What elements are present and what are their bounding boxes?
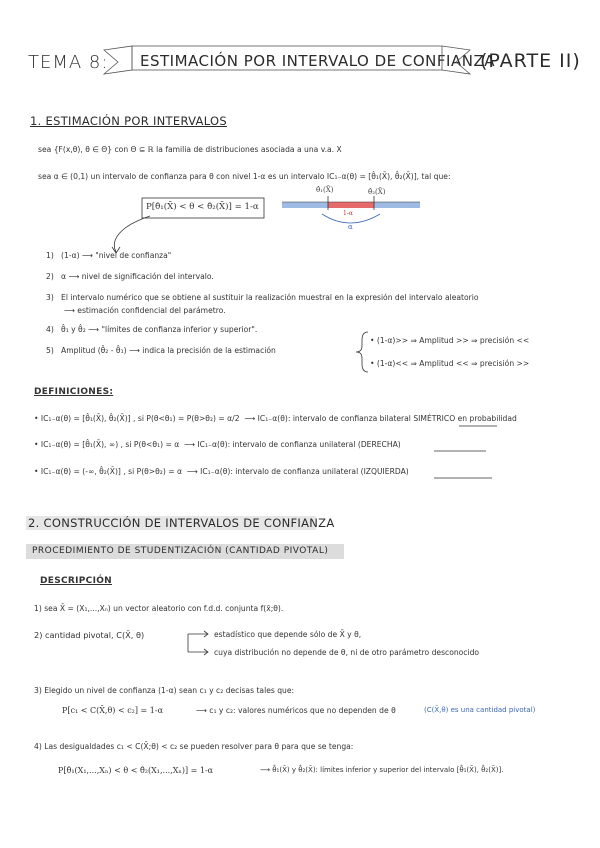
definition-line: sea α ∈ (0,1) un intervalo de confianza para θ con nivel 1-α es un intervalo IC₁₋α(θ) = [θ̂₁(X̄), θ̂₂(X̄)], tal que:: [38, 172, 451, 181]
definition-row-1: • IC₁₋α(θ) = [θ̂₁(X̄), θ̂₂(X̄)] , si P(θ<θ₁) = P(θ>θ₂) = α/2 ⟶ IC₁₋α(θ): intervalo de confianza bilateral SIMÉTRICO en probabilidad: [34, 414, 517, 423]
diagram-label-right: θ̂₂(X̄): [368, 188, 386, 196]
step-3-intro: 3) Elegido un nivel de confianza (1-α) sean c₁ y c₂ decisas tales que:: [34, 686, 295, 695]
definition-row-2: • IC₁₋α(θ) = [θ̂₁(X̄), ∞) , si P(θ<θ₁) = α ⟶ IC₁₋α(θ): intervalo de confianza unilateral (DERECHA): [34, 440, 401, 449]
step-2-right-2: cuya distribución no depende de θ, ni de otro parámetro desconocido: [214, 648, 480, 657]
item-1: 1) (1-α) ⟶ "nivel de confianza": [46, 251, 172, 260]
item-3-cont: ⟶ estimación confidencial del parámetro.: [64, 306, 226, 315]
item-5: 5) Amplitud (θ̂₂ - θ̂₁) ⟶ indica la precisión de la estimación: [46, 346, 276, 355]
title-box: [132, 46, 442, 70]
step-3-formula: P[c₁ < C(X̄,θ) < c₂] = 1-α: [62, 706, 163, 715]
amplitud-line-1: • (1-α)>> ⇒ Amplitud >> ⇒ precisión <<: [370, 336, 530, 345]
page-title-part: (PARTE II): [480, 50, 581, 72]
section2-heading: 2. CONSTRUCCIÓN DE INTERVALOS DE CONFIANZA: [28, 516, 335, 530]
step-2-right-1: estadístico que depende sólo de X̄ y θ,: [214, 630, 362, 639]
page-title-tema: TEMA 8:: [28, 52, 109, 73]
item-4: 4) θ̂₁ y θ̂₂ ⟶ "límites de confianza inferior y superior".: [46, 325, 258, 334]
step-4-intro: 4) Las desigualdades c₁ < C(X̄;θ) < c₂ se pueden resolver para θ para que se tenga:: [34, 742, 354, 751]
diagram-label-left: θ̂₁(X̄): [316, 186, 334, 194]
item-2: 2) α ⟶ nivel de significación del intervalo.: [46, 272, 214, 281]
title-ribbon-right: [442, 46, 470, 74]
procedure-heading: PROCEDIMIENTO DE STUDENTIZACIÓN (CANTIDAD PIVOTAL): [32, 546, 329, 556]
page-title: ESTIMACIÓN POR INTERVALO DE CONFIANZA: [140, 52, 495, 70]
title-ribbon: [104, 46, 132, 74]
step-3-note: (C(X̄,θ) es una cantidad pivotal): [424, 706, 536, 714]
item-3: 3) El intervalo numérico que se obtiene al sustituir la realización muestral en la expresión del intervalo aleatorio: [46, 293, 479, 302]
section1-heading: 1. ESTIMACIÓN POR INTERVALOS: [30, 114, 227, 128]
step-4-formula: P[θ̂₁(X₁,...,Xₙ) < θ < θ̂₂(X₁,...,Xₙ)] = 1-α: [58, 766, 214, 775]
definition-row-3: • IC₁₋α(θ) = (-∞, θ̂₂(X̄)] , si P(θ>θ₂) = α ⟶ IC₁₋α(θ): intervalo de confianza unilateral (IZQUIERDA): [34, 467, 409, 476]
diagram-label-mid: 1-α: [343, 210, 353, 217]
curved-arrow: [114, 216, 150, 252]
probability-formula: P[θ̂₁(X̄) < θ < θ̂₂(X̄)] = 1-α: [146, 202, 259, 212]
step-3-result: ⟶ c₁ y c₂: valores numéricos que no dependen de θ: [196, 706, 396, 715]
interval-highlight: [328, 202, 374, 208]
step-4-result: ⟶ θ̂₁(X̄) y θ̂₂(X̄): límites inferior y superior del intervalo [θ̂₁(X̄), θ̂₂(X̄)].: [260, 766, 504, 774]
definitions-label: DEFINICIONES:: [34, 387, 114, 397]
amplitud-line-2: • (1-α)<< ⇒ Amplitud << ⇒ precisión >>: [370, 359, 530, 368]
step-1: 1) sea X̄ = (X₁,...,Xₙ) un vector aleatorio con f.d.d. conjunta f(x̄;θ).: [34, 604, 284, 613]
family-line: sea {F(x,θ), θ ∈ Θ} con Θ ⊆ ℝ la familia de distribuciones asociada a una v.a. X: [38, 145, 342, 154]
step-2-left: 2) cantidad pivotal, C(X̄, θ): [34, 630, 145, 640]
diagram-label-alpha: α: [348, 223, 353, 231]
description-label: DESCRIPCIÓN: [40, 576, 113, 586]
amplitud-brace: [356, 332, 368, 372]
